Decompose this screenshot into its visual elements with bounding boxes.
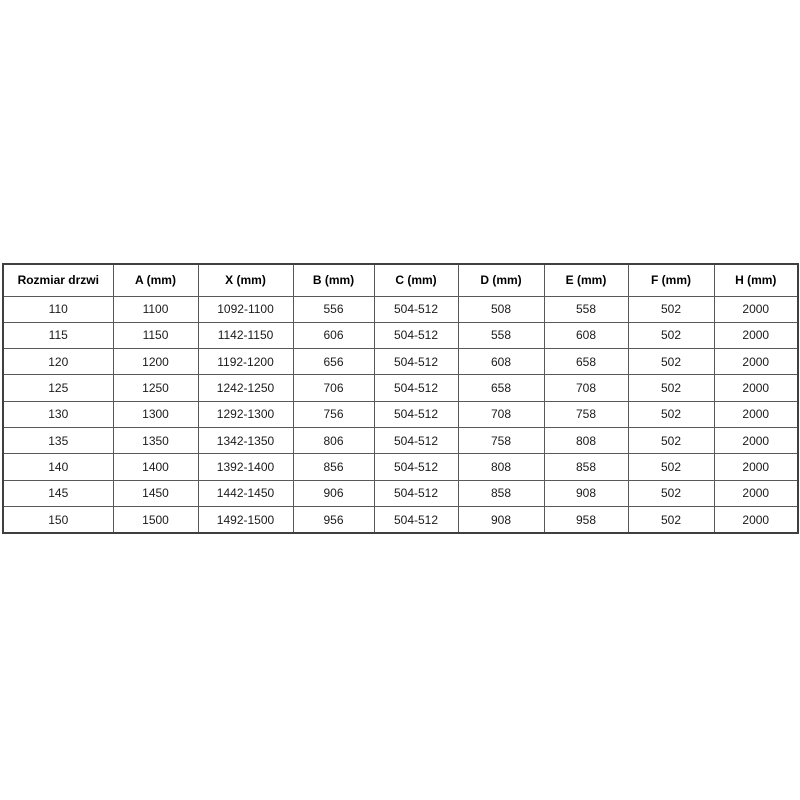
table-row [3,349,798,375]
table-cell: 504-512 [374,322,458,348]
table-cell: 125 [3,375,113,401]
table-cell: 502 [628,480,714,506]
table-cell: 1400 [113,454,198,480]
table-cell: 808 [458,454,544,480]
table-row [3,480,798,506]
table-cell: 504-512 [374,375,458,401]
table-cell: 140 [3,454,113,480]
table-cell: 758 [544,401,628,427]
table-cell: 708 [458,401,544,427]
table-cell: 110 [3,296,113,322]
table-cell: 502 [628,322,714,348]
table-row [3,428,798,454]
table-cell: 2000 [714,480,798,506]
table-cell: 658 [544,349,628,375]
table-cell: 135 [3,428,113,454]
table-cell: 558 [458,322,544,348]
table-cell: 115 [3,322,113,348]
table-cell: 1192-1200 [198,349,293,375]
table-cell: 2000 [714,428,798,454]
table-header-cell: E (mm) [544,264,628,296]
table-cell: 2000 [714,454,798,480]
table-row [3,322,798,348]
table-cell: 1092-1100 [198,296,293,322]
table-cell: 958 [544,507,628,533]
table-cell: 956 [293,507,374,533]
table-cell: 1142-1150 [198,322,293,348]
table-cell: 502 [628,507,714,533]
table-cell: 2000 [714,322,798,348]
table-cell: 1442-1450 [198,480,293,506]
table-cell: 556 [293,296,374,322]
table-cell: 508 [458,296,544,322]
table-cell: 502 [628,401,714,427]
table-cell: 758 [458,428,544,454]
table-cell: 1200 [113,349,198,375]
table-cell: 1492-1500 [198,507,293,533]
table-cell: 908 [544,480,628,506]
table-cell: 504-512 [374,349,458,375]
table-cell: 502 [628,454,714,480]
table-cell: 806 [293,428,374,454]
table-cell: 606 [293,322,374,348]
table-cell: 858 [544,454,628,480]
table-cell: 608 [544,322,628,348]
table-cell: 1100 [113,296,198,322]
table-header-cell: H (mm) [714,264,798,296]
table-cell: 1342-1350 [198,428,293,454]
table-cell: 608 [458,349,544,375]
table-cell: 504-512 [374,480,458,506]
table-cell: 145 [3,480,113,506]
table-cell: 858 [458,480,544,506]
door-size-table [2,263,799,534]
table-cell: 504-512 [374,428,458,454]
table-cell: 504-512 [374,296,458,322]
table-cell: 120 [3,349,113,375]
table-row [3,401,798,427]
table-row [3,507,798,533]
table-cell: 502 [628,349,714,375]
table-body [3,296,798,533]
table-cell: 2000 [714,375,798,401]
table-header-cell: F (mm) [628,264,714,296]
table-header-cell: A (mm) [113,264,198,296]
table-cell: 1150 [113,322,198,348]
table-cell: 1300 [113,401,198,427]
table-cell: 558 [544,296,628,322]
table-row [3,454,798,480]
table-cell: 656 [293,349,374,375]
table-cell: 2000 [714,401,798,427]
table-header-cell: Rozmiar drzwi [3,264,113,296]
table-header-cell: B (mm) [293,264,374,296]
table-cell: 1292-1300 [198,401,293,427]
table-cell: 504-512 [374,454,458,480]
table-cell: 1250 [113,375,198,401]
table-cell: 1500 [113,507,198,533]
table-cell: 502 [628,428,714,454]
table-cell: 808 [544,428,628,454]
table-cell: 708 [544,375,628,401]
table-cell: 504-512 [374,401,458,427]
table-cell: 856 [293,454,374,480]
table-row [3,375,798,401]
table-cell: 706 [293,375,374,401]
table-cell: 908 [458,507,544,533]
table-cell: 1450 [113,480,198,506]
table-cell: 150 [3,507,113,533]
table-header-cell: C (mm) [374,264,458,296]
table-cell: 756 [293,401,374,427]
table-cell: 906 [293,480,374,506]
table-cell: 2000 [714,349,798,375]
table-cell: 658 [458,375,544,401]
table-cell: 2000 [714,296,798,322]
table-cell: 2000 [714,507,798,533]
table-row [3,296,798,322]
table-cell: 502 [628,296,714,322]
table-cell: 130 [3,401,113,427]
table-cell: 1242-1250 [198,375,293,401]
table-cell: 1350 [113,428,198,454]
table-header-cell: X (mm) [198,264,293,296]
table-cell: 502 [628,375,714,401]
table-cell: 1392-1400 [198,454,293,480]
table-cell: 504-512 [374,507,458,533]
table-header-row [3,264,798,296]
table-header-cell: D (mm) [458,264,544,296]
